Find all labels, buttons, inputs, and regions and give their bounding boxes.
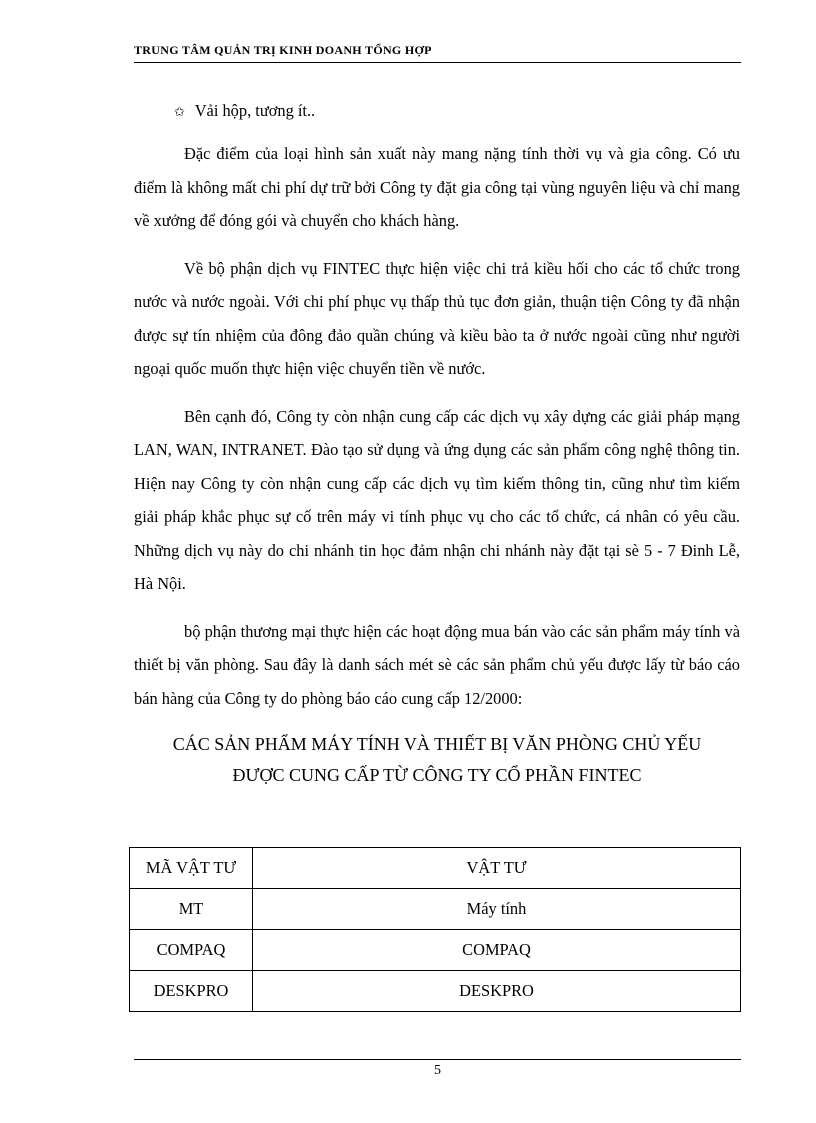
table-cell-code: COMPAQ	[130, 930, 253, 971]
table-cell-code: DESKPRO	[130, 971, 253, 1012]
table-row	[130, 971, 741, 1012]
bullet-item	[134, 98, 740, 126]
column-header-item: VẬT TƯ	[253, 848, 741, 889]
table-cell-item: COMPAQ	[253, 930, 741, 971]
running-header: TRUNG TÂM QUẢN TRỊ KINH DOANH TỔNG HỢP	[134, 43, 432, 57]
table-cell-item: DESKPRO	[253, 971, 741, 1012]
products-table	[129, 847, 741, 1012]
bullet-text: Vải hộp, tương ít..	[194, 101, 316, 120]
table-cell-item: Máy tính	[253, 889, 741, 930]
page-body	[134, 98, 740, 790]
paragraph: bộ phận thương mại thực hiện các hoạt động mua bán vào các sản phẩm máy tính và thiết bị văn phòng. Sau đây là danh sách mét sè các sản phẩm chủ yếu được lấy từ báo cáo bán hàng của Công ty do phòng báo cáo cung cấp 12/2000:	[134, 621, 740, 708]
footer-divider	[134, 1059, 741, 1060]
header-divider	[134, 62, 741, 63]
table-row	[130, 889, 741, 930]
table-title-line: CÁC SẢN PHẨM MÁY TÍNH VÀ THIẾT BỊ VĂN PHÒNG CHỦ YẾU	[172, 734, 702, 754]
table-row	[130, 930, 741, 971]
table-title	[134, 729, 740, 790]
column-header-code: MÃ VẬT TƯ	[130, 848, 253, 889]
paragraph: Đặc điểm của loại hình sản xuất này mang nặng tính thời vụ và gia công. Có ưu điểm là không mất chi phí dự trữ bởi Công ty đặt gia công tại vùng nguyên liệu và chỉ mang về xưởng để đóng gói và chuyển cho khách hàng.	[134, 144, 740, 230]
page-number: 5	[434, 1063, 441, 1078]
table-title-line: ĐƯỢC CUNG CẤP TỪ CÔNG TY CỔ PHẦN FINTEC	[232, 764, 642, 785]
paragraph: Bên cạnh đó, Công ty còn nhận cung cấp các dịch vụ xây dựng các giải pháp mạng LAN, WAN, INTRANET. Đào tạo sử dụng và ứng dụng các sản phẩm công nghệ thông tin. Hiện nay Công ty còn nhận cung cấp các dịch vụ tìm kiếm thông tin, cũng như tìm kiếm giải pháp khắc phục sự cố trên máy vi tính phục vụ cho các tổ chức, cá nhân có yêu cầu. Những dịch vụ này do chi nhánh tin học đảm nhận chi nhánh này đặt tại sè 5 - 7 Đinh Lễ, Hà Nội.	[134, 406, 740, 593]
paragraph: Về bộ phận dịch vụ FINTEC thực hiện việc chi trả kiều hối cho các tổ chức trong nước và nước ngoài. Với chi phí phục vụ thấp thủ tục đơn giản, thuận tiện Công ty đã nhận được sự tín nhiệm của đông đảo quần chúng và kiều bào ta ở nước ngoài cũng như người ngoại quốc muốn thực hiện việc chuyển tiền về nước.	[134, 258, 740, 378]
star-outline-icon: ✩	[174, 105, 185, 120]
table-cell-code: MT	[130, 889, 253, 930]
table-header-row	[130, 848, 741, 889]
